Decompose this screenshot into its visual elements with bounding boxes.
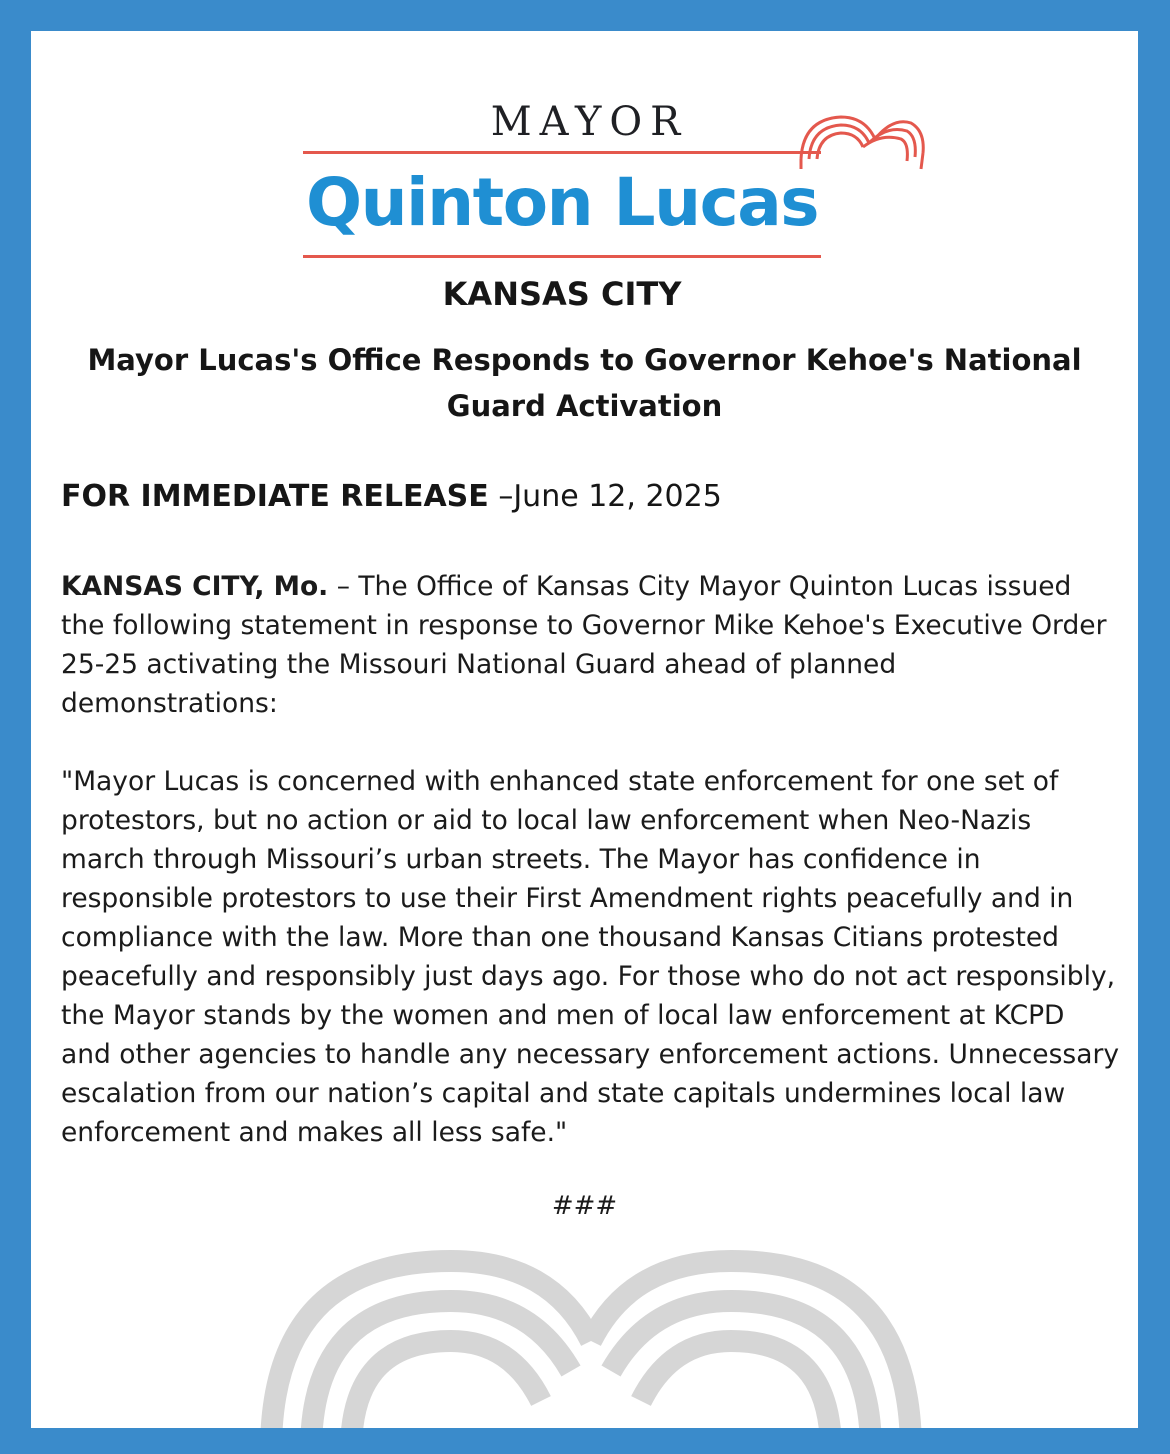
press-release-card [31,31,1138,1428]
statement-paragraph: "Mayor Lucas is concerned with enhanced state enforcement for one set of protestors, but no action or aid to local law enforcement when Neo-Nazis march through Missouri’s urban streets. The Mayor has confidence in responsible protestors to use their First Amendment rights peacefully and in compliance with the law. More than one thousand Kansas Citians protested peacefully and responsibly just days ago. For those who do not act responsibly, the Mayor stands by the women and men of local law enforcement at KCPD and other agencies to handle any necessary enforcement actions. Unnecessary escalation from our nation’s capital and state capitals undermines local law enforcement and makes all less safe." [61,766,1120,1148]
dateline: KANSAS CITY, Mo. [61,571,329,602]
logo-city-name: KANSAS CITY [442,275,682,313]
logo-top-rule [303,151,821,154]
fountain-logo-icon [793,109,933,289]
end-mark: ### [551,1191,618,1221]
fountain-watermark-icon [211,1221,971,1428]
release-label: FOR IMMEDIATE RELEASE [61,479,489,514]
logo-mayor-title: MAYOR [490,99,689,145]
intro-text: – The Office of Kansas City Mayor Quinton Lucas issued the following statement in response to Governor Mike Kehoe's Executive Order 25-25 activating the Missouri National Guard ahead of planned demonstrations: [61,571,1107,719]
release-line [61,479,722,514]
logo-bottom-rule [303,255,821,258]
release-date: –June 12, 2025 [498,479,722,514]
intro-paragraph [61,567,1121,723]
logo-mayor-name: Quinton Lucas [305,164,819,241]
headline: Mayor Lucas's Office Responds to Governor Kehoe's National Guard Activation [87,343,1082,423]
